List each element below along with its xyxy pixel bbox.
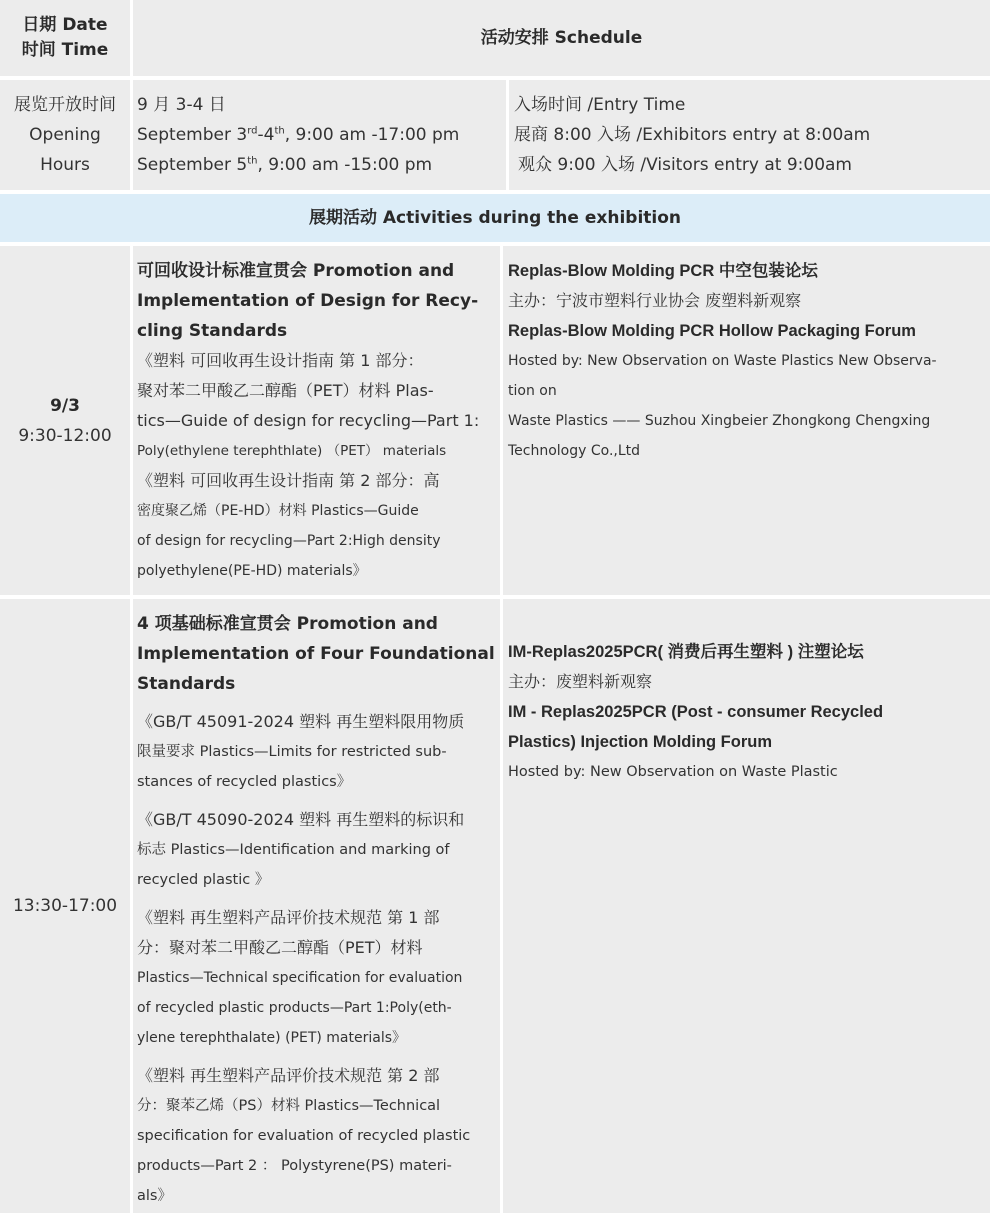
- morning-left-body-4: Poly(ethylene terephthlate) （PET） materials: [137, 443, 447, 459]
- morning-left-body-1: 《塑料 可回收再生设计指南 第 1 部分：: [137, 351, 424, 370]
- entry-time-title: 入场时间 /Entry Time: [514, 95, 686, 115]
- morning-right-title-en: Replas-Blow Molding PCR Hollow Packaging Forum: [508, 322, 916, 340]
- afternoon-left-title-3: Standards: [137, 674, 236, 694]
- opening-dates-cn: 9 月 3-4 日: [137, 95, 226, 115]
- entry-visitors: 观众 9:00 入场 /Visitors entry at 9:00am: [518, 155, 852, 175]
- afternoon-right-cell: [503, 599, 990, 1213]
- morning-left-body-7: of design for recycling—Part 2:High density: [137, 533, 441, 549]
- morning-left-title-1: 可回收设计标准宣贯会 Promotion and: [137, 261, 455, 281]
- entry-exhibitors: 展商 8:00 入场 /Exhibitors entry at 8:00am: [514, 125, 871, 145]
- morning-right-cell: [503, 246, 990, 595]
- standard-item-1: 《GB/T 45091-2024 塑料 再生塑料限用物质 限量要求 Plastics—Limits for restricted sub- stances of recycled plastics》: [137, 712, 465, 790]
- opening-hours-label-cell: [0, 80, 130, 190]
- opening-dates-sep-3-4: September 3rd-4th, 9:00 am -17:00 pm: [137, 125, 460, 145]
- opening-label-cn: 展览开放时间: [14, 95, 116, 115]
- morning-left-body-6: 密度聚乙烯（PE-HD）材料 Plastics—Guide: [137, 503, 419, 519]
- afternoon-right-title-cn: IM-Replas2025PCR( 消费后再生塑料 ) 注塑论坛: [508, 643, 864, 661]
- afternoon-right-title-en-2: Plastics) Injection Molding Forum: [508, 733, 773, 751]
- standard-item-2: 《GB/T 45090-2024 塑料 再生塑料的标识和 标志 Plastics—Identification and marking of recycled plastic 》: [137, 810, 465, 888]
- morning-time: 9:30-12:00: [18, 425, 112, 446]
- morning-date-cell: [0, 246, 130, 595]
- afternoon-left-title-2: Implementation of Four Foundational: [137, 644, 495, 664]
- header-schedule-label: 活动安排 Schedule: [480, 27, 643, 48]
- morning-right-host-cn: 主办：宁波市塑料行业协会 废塑料新观察: [508, 291, 802, 310]
- afternoon-time: 13:30-17:00: [12, 896, 118, 916]
- morning-right-host-en-1: Hosted by: New Observation on Waste Plastics New Observa-: [508, 353, 937, 369]
- afternoon-time-cell: [0, 599, 130, 1213]
- morning-left-title-2: Implementation of Design for Recy-: [137, 291, 479, 311]
- morning-left-title-3: cling Standards: [137, 321, 288, 341]
- entry-time-cell: [509, 80, 990, 190]
- morning-right-title-cn: Replas-Blow Molding PCR 中空包装论坛: [508, 262, 818, 280]
- opening-dates-cell: [133, 80, 506, 190]
- header-date-label: 日期 Date: [22, 15, 108, 35]
- morning-right-host-en-4: Technology Co.,Ltd: [508, 443, 641, 459]
- activities-header-cell: [0, 194, 990, 242]
- standard-item-3: 《塑料 再生塑料产品评价技术规范 第 1 部 分：聚对苯二甲酸乙二醇酯（PET）材料 Plastics—Technical specification for evaluation of recycled plastic products—Part 1:Poly(eth- ylene terephthalate) (PET) materials》: [137, 908, 463, 1046]
- afternoon-right-title-en-1: IM - Replas2025PCR (Post - consumer Recycled: [508, 703, 884, 721]
- header-schedule-cell: [133, 0, 990, 76]
- morning-left-body-2: 聚对苯二甲酸乙二醇酯（PET）材料 Plas-: [137, 381, 434, 400]
- header-date-time-cell: [0, 0, 130, 76]
- morning-right-host-en-3: Waste Plastics —— Suzhou Xingbeier Zhongkong Chengxing: [508, 413, 931, 429]
- afternoon-left-title-1: 4 项基础标准宣贯会 Promotion and: [137, 614, 438, 634]
- morning-right-host-en-2: tion on: [508, 383, 557, 399]
- afternoon-right-host-en: Hosted by: New Observation on Waste Plastic: [508, 764, 838, 780]
- morning-left-body-3: tics—Guide of design for recycling—Part 1:: [137, 411, 480, 430]
- header-time-label: 时间 Time: [21, 40, 109, 60]
- afternoon-left-cell: [133, 599, 500, 1213]
- morning-left-body-8: polyethylene(PE-HD) materials》: [137, 563, 367, 579]
- activities-header-label: 展期活动 Activities during the exhibition: [308, 207, 682, 228]
- opening-label-en-2: Hours: [40, 155, 90, 175]
- morning-left-body-5: 《塑料 可回收再生设计指南 第 2 部分：高: [137, 471, 440, 490]
- morning-date: 9/3: [50, 395, 80, 416]
- afternoon-right-host-cn: 主办：废塑料新观察: [508, 672, 653, 691]
- morning-left-cell: [133, 246, 500, 595]
- opening-label-en-1: Opening: [29, 125, 101, 145]
- opening-dates-sep-5: September 5th, 9:00 am -15:00 pm: [137, 155, 433, 175]
- standard-item-4: 《塑料 再生塑料产品评价技术规范 第 2 部 分：聚苯乙烯（PS）材料 Plastics—Technical specification for evaluation of recycled plastic products—Part 2 ： Polystyrene(PS) materi- als》: [137, 1066, 471, 1204]
